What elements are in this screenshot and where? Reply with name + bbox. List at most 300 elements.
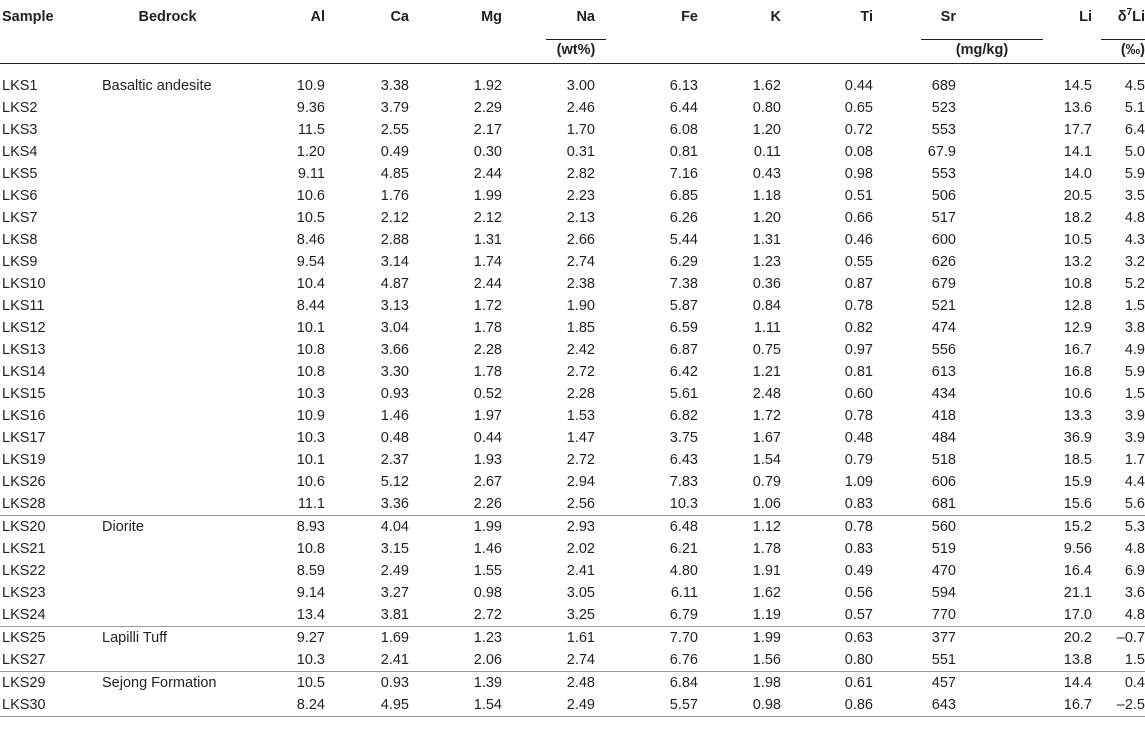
value-cell: 1.12	[711, 516, 803, 539]
value-cell: 3.9	[1124, 408, 1145, 424]
value-cell: 0.60	[844, 386, 873, 402]
value-cell: 1.98	[711, 672, 803, 695]
value-cell: 14.4	[989, 672, 1097, 695]
bedrock-cell	[80, 119, 255, 141]
bedrock-cell: Basaltic andesite	[102, 78, 212, 94]
value-cell: 3.13	[380, 298, 409, 314]
table-row	[0, 361, 1145, 383]
value-cell: –0.7	[1097, 627, 1145, 650]
header-bedrock: Bedrock	[138, 8, 197, 25]
sample-cell: LKS11	[2, 298, 45, 314]
value-cell: 10.4	[296, 276, 325, 292]
value-cell: 2.55	[380, 122, 409, 138]
value-cell: 1.06	[752, 496, 781, 512]
sample-cell: LKS20	[0, 516, 80, 539]
value-cell: 434	[931, 386, 956, 402]
value-cell: 1.21	[752, 364, 781, 380]
table-row	[0, 339, 1145, 361]
value-cell: 10.5	[255, 672, 325, 695]
value-cell: 14.5	[1063, 78, 1092, 94]
table-row	[0, 273, 1145, 295]
value-cell: 2.29	[473, 100, 502, 116]
value-cell: 1.09	[844, 474, 873, 490]
value-cell: 2.72	[473, 607, 502, 623]
sample-cell: LKS19	[2, 452, 46, 468]
value-cell: 689	[931, 78, 956, 94]
value-cell: 0.78	[844, 298, 873, 314]
value-cell: 3.14	[380, 254, 409, 270]
value-cell: 10.9	[296, 408, 325, 424]
value-cell: 8.46	[296, 232, 325, 248]
value-cell: 1.78	[473, 320, 502, 336]
value-cell: 0.48	[844, 430, 873, 446]
value-cell: 10.1	[296, 320, 325, 336]
bedrock-cell	[80, 449, 255, 471]
table-row	[0, 251, 1145, 273]
value-cell: 16.4	[1063, 563, 1092, 579]
value-cell: 1.85	[566, 320, 595, 336]
value-cell: 16.8	[1063, 364, 1092, 380]
value-cell: 0.86	[803, 694, 899, 717]
value-cell: 10.5	[1063, 232, 1092, 248]
value-cell: 1.54	[417, 694, 509, 717]
value-cell: 13.6	[1063, 100, 1092, 116]
bedrock-cell	[80, 295, 255, 317]
value-cell: 553	[931, 122, 956, 138]
value-cell: 679	[931, 276, 956, 292]
value-cell: 9.56	[1063, 541, 1092, 557]
value-cell: 0.65	[844, 100, 873, 116]
value-cell: 4.8	[1124, 210, 1145, 226]
value-cell: 2.28	[566, 386, 595, 402]
table-row	[0, 471, 1145, 493]
bedrock-cell	[80, 694, 255, 717]
bedrock-cell	[80, 405, 255, 427]
bedrock-cell	[80, 251, 255, 273]
value-cell: 9.14	[296, 585, 325, 601]
value-cell: 1.93	[473, 452, 502, 468]
value-cell: 3.00	[566, 78, 595, 94]
value-cell: 3.9	[1124, 430, 1145, 446]
value-cell: 1.78	[752, 541, 781, 557]
value-cell: 2.02	[566, 541, 595, 557]
value-cell: 9.11	[297, 166, 325, 182]
value-cell: 2.42	[566, 342, 595, 358]
value-cell: 2.06	[473, 652, 502, 668]
value-cell: 4.5	[1124, 78, 1145, 94]
value-cell: 1.62	[752, 78, 781, 94]
bedrock-cell	[80, 207, 255, 229]
value-cell: 8.93	[255, 516, 325, 539]
value-cell: 0.44	[473, 430, 502, 446]
sample-cell: LKS2	[2, 100, 38, 116]
value-cell: 18.2	[1063, 210, 1092, 226]
value-cell: 0.87	[844, 276, 873, 292]
value-cell: 2.12	[380, 210, 409, 226]
value-cell: 3.04	[380, 320, 409, 336]
value-cell: 1.11	[753, 320, 781, 336]
value-cell: 4.8	[1124, 607, 1145, 623]
sample-cell: LKS28	[2, 496, 46, 512]
value-cell: 1.72	[473, 298, 502, 314]
value-cell: 8.24	[255, 694, 325, 717]
bedrock-cell	[80, 141, 255, 163]
header-al: Al	[310, 8, 325, 25]
unit-mg-per-kg: (mg/kg)	[921, 39, 1043, 58]
value-cell: 377	[899, 627, 989, 650]
value-cell: 5.3	[1097, 516, 1145, 539]
table-row	[0, 582, 1145, 604]
value-cell: 0.30	[473, 144, 502, 160]
value-cell: 6.4	[1124, 122, 1145, 138]
value-cell: 2.66	[566, 232, 595, 248]
sample-cell: LKS22	[2, 563, 46, 579]
bedrock-cell	[80, 97, 255, 119]
value-cell: 10.8	[1063, 276, 1092, 292]
value-cell: 1.61	[509, 627, 609, 650]
value-cell: 12.8	[1063, 298, 1092, 314]
value-cell: 1.7	[1124, 452, 1145, 468]
sample-cell: LKS1	[2, 78, 38, 94]
table-row	[0, 649, 1145, 672]
value-cell: 10.6	[296, 474, 325, 490]
value-cell: 2.72	[566, 452, 595, 468]
value-cell: 12.9	[1063, 320, 1092, 336]
value-cell: 0.78	[844, 408, 873, 424]
value-cell: 6.76	[669, 652, 698, 668]
value-cell: 4.87	[380, 276, 409, 292]
bedrock-cell	[80, 427, 255, 449]
value-cell: 2.38	[566, 276, 595, 292]
table-row	[0, 516, 1145, 539]
value-cell: 643	[899, 694, 989, 717]
value-cell: 6.87	[669, 342, 698, 358]
value-cell: 2.48	[752, 386, 781, 402]
value-cell: 3.15	[380, 541, 409, 557]
value-cell: 4.9	[1124, 342, 1145, 358]
value-cell: 0.98	[711, 694, 803, 717]
value-cell: 6.42	[669, 364, 698, 380]
table-row	[0, 317, 1145, 339]
bedrock-cell	[80, 538, 255, 560]
sample-cell: LKS4	[2, 144, 38, 160]
value-cell: 681	[931, 496, 956, 512]
sample-cell: LKS24	[2, 607, 46, 623]
header-li: Li	[1079, 8, 1092, 25]
value-cell: 1.99	[473, 188, 502, 204]
value-cell: 1.78	[473, 364, 502, 380]
value-cell: 10.9	[296, 78, 325, 94]
value-cell: 2.82	[566, 166, 595, 182]
sample-cell: LKS7	[2, 210, 38, 226]
value-cell: 0.57	[844, 607, 873, 623]
value-cell: 16.7	[1063, 342, 1092, 358]
value-cell: 2.41	[380, 652, 409, 668]
value-cell: 3.27	[380, 585, 409, 601]
value-cell: 560	[899, 516, 989, 539]
value-cell: 2.74	[566, 652, 595, 668]
table-row	[0, 449, 1145, 471]
value-cell: 6.79	[669, 607, 698, 623]
value-cell: 2.26	[473, 496, 502, 512]
value-cell: 15.9	[1063, 474, 1092, 490]
table-row	[0, 672, 1145, 695]
value-cell: 1.72	[752, 408, 781, 424]
value-cell: 1.20	[296, 144, 325, 160]
value-cell: 1.56	[752, 652, 781, 668]
header-d7li-label: Li	[1132, 8, 1145, 25]
value-cell: 1.31	[752, 232, 781, 248]
value-cell: 553	[931, 166, 956, 182]
value-cell: 2.67	[473, 474, 502, 490]
unit-permil: (‰)	[1101, 39, 1145, 58]
bedrock-cell	[80, 471, 255, 493]
value-cell: 0.49	[844, 563, 873, 579]
bedrock-cell: Lapilli Tuff	[80, 627, 255, 650]
value-cell: 3.25	[566, 607, 595, 623]
value-cell: 3.36	[380, 496, 409, 512]
value-cell: 10.6	[1063, 386, 1092, 402]
sample-cell: LKS3	[2, 122, 38, 138]
value-cell: 6.85	[669, 188, 698, 204]
value-cell: 474	[931, 320, 956, 336]
value-cell: 15.2	[989, 516, 1097, 539]
value-cell: 2.23	[566, 188, 595, 204]
value-cell: 7.83	[669, 474, 698, 490]
table-row	[0, 163, 1145, 185]
value-cell: 10.8	[296, 342, 325, 358]
value-cell: 4.3	[1124, 232, 1145, 248]
value-cell: 16.7	[989, 694, 1097, 717]
value-cell: 2.41	[566, 563, 595, 579]
value-cell: 0.44	[844, 78, 873, 94]
value-cell: 13.3	[1063, 408, 1092, 424]
value-cell: 2.44	[473, 276, 502, 292]
header-na: Na	[576, 8, 595, 25]
sample-cell: LKS12	[2, 320, 46, 336]
value-cell: 1.20	[752, 122, 781, 138]
value-cell: 2.56	[566, 496, 595, 512]
value-cell: 606	[931, 474, 956, 490]
value-cell: 2.46	[566, 100, 595, 116]
value-cell: 1.18	[752, 188, 781, 204]
value-cell: 7.70	[609, 627, 711, 650]
header-mg: Mg	[481, 8, 502, 25]
value-cell: 2.37	[380, 452, 409, 468]
value-cell: 6.21	[669, 541, 698, 557]
value-cell: 2.74	[566, 254, 595, 270]
sample-cell: LKS29	[0, 672, 80, 695]
sample-cell: LKS30	[0, 694, 80, 717]
value-cell: 1.19	[752, 607, 781, 623]
value-cell: –2.5	[1097, 694, 1145, 717]
value-cell: 4.85	[380, 166, 409, 182]
value-cell: 10.8	[296, 541, 325, 557]
isotope-superscript: 7	[1126, 6, 1133, 18]
sample-cell: LKS14	[2, 364, 46, 380]
value-cell: 594	[931, 585, 956, 601]
table-row	[0, 538, 1145, 560]
unit-wt-percent: (wt%)	[546, 39, 606, 58]
value-cell: 0.83	[844, 496, 873, 512]
value-cell: 0.79	[844, 452, 873, 468]
value-cell: 770	[931, 607, 956, 623]
value-cell: 0.93	[380, 386, 409, 402]
value-cell: 1.69	[325, 627, 417, 650]
bedrock-cell: Sejong Formation	[80, 672, 255, 695]
delta-symbol: δ	[1117, 8, 1127, 25]
header-d7li	[1097, 0, 1145, 33]
value-cell: 1.91	[752, 563, 781, 579]
value-cell: 3.2	[1124, 254, 1145, 270]
value-cell: 10.1	[296, 452, 325, 468]
value-cell: 20.5	[1063, 188, 1092, 204]
value-cell: 3.66	[380, 342, 409, 358]
table-row	[0, 383, 1145, 405]
value-cell: 3.38	[380, 78, 409, 94]
value-cell: 523	[931, 100, 956, 116]
value-cell: 5.87	[669, 298, 698, 314]
value-cell: 67.9	[927, 144, 956, 160]
value-cell: 4.8	[1124, 541, 1145, 557]
value-cell: 0.80	[752, 100, 781, 116]
header-ti: Ti	[860, 8, 873, 25]
value-cell: 10.5	[296, 210, 325, 226]
value-cell: 2.13	[566, 210, 595, 226]
value-cell: 0.56	[844, 585, 873, 601]
value-cell: 14.1	[1063, 144, 1092, 160]
value-cell: 2.88	[380, 232, 409, 248]
value-cell: 2.17	[473, 122, 502, 138]
value-cell: 1.76	[380, 188, 409, 204]
value-cell: 3.8	[1124, 320, 1145, 336]
value-cell: 418	[931, 408, 956, 424]
table-row	[0, 694, 1145, 717]
value-cell: 5.1	[1124, 100, 1145, 116]
header-k: K	[770, 8, 781, 25]
value-cell: 8.44	[296, 298, 325, 314]
sample-cell: LKS16	[2, 408, 46, 424]
value-cell: 6.82	[669, 408, 698, 424]
table-row	[0, 185, 1145, 207]
value-cell: 6.13	[669, 78, 698, 94]
value-cell: 0.75	[752, 342, 781, 358]
table-row	[0, 604, 1145, 627]
value-cell: 0.49	[380, 144, 409, 160]
value-cell: 10.8	[296, 364, 325, 380]
value-cell: 1.70	[566, 122, 595, 138]
value-cell: 0.93	[325, 672, 417, 695]
bedrock-cell	[80, 339, 255, 361]
value-cell: 484	[931, 430, 956, 446]
value-cell: 4.4	[1124, 474, 1145, 490]
value-cell: 457	[899, 672, 989, 695]
value-cell: 0.78	[803, 516, 899, 539]
table-row	[0, 627, 1145, 650]
value-cell: 0.52	[473, 386, 502, 402]
value-cell: 0.84	[752, 298, 781, 314]
value-cell: 14.0	[1063, 166, 1092, 182]
value-cell: 0.4	[1097, 672, 1145, 695]
value-cell: 0.48	[380, 430, 409, 446]
sample-cell: LKS15	[2, 386, 46, 402]
value-cell: 3.5	[1124, 188, 1145, 204]
value-cell: 6.29	[669, 254, 698, 270]
bedrock-cell	[80, 361, 255, 383]
value-cell: 2.49	[509, 694, 609, 717]
value-cell: 1.90	[566, 298, 595, 314]
value-cell: 1.20	[752, 210, 781, 226]
value-cell: 10.3	[296, 652, 325, 668]
header-ca: Ca	[390, 8, 409, 25]
value-cell: 521	[931, 298, 956, 314]
value-cell: 0.51	[844, 188, 873, 204]
value-cell: 2.93	[509, 516, 609, 539]
value-cell: 0.97	[844, 342, 873, 358]
value-cell: 2.28	[473, 342, 502, 358]
value-cell: 470	[931, 563, 956, 579]
table-row	[0, 64, 1145, 98]
value-cell: 1.62	[752, 585, 781, 601]
value-cell: 0.36	[752, 276, 781, 292]
table-row	[0, 141, 1145, 163]
table-row	[0, 207, 1145, 229]
value-cell: 0.81	[669, 144, 698, 160]
bedrock-cell	[80, 649, 255, 672]
value-cell: 0.11	[753, 144, 781, 160]
value-cell: 5.0	[1124, 144, 1145, 160]
header-sr: Sr	[940, 8, 956, 25]
value-cell: 1.67	[752, 430, 781, 446]
value-cell: 9.36	[296, 100, 325, 116]
value-cell: 4.04	[325, 516, 417, 539]
value-cell: 1.74	[473, 254, 502, 270]
value-cell: 2.94	[566, 474, 595, 490]
value-cell: 1.53	[566, 408, 595, 424]
value-cell: 6.26	[669, 210, 698, 226]
value-cell: 7.38	[669, 276, 698, 292]
value-cell: 1.31	[473, 232, 502, 248]
value-cell: 1.5	[1124, 298, 1145, 314]
bedrock-cell	[80, 383, 255, 405]
value-cell: 6.44	[669, 100, 698, 116]
value-cell: 6.43	[669, 452, 698, 468]
value-cell: 7.16	[669, 166, 698, 182]
sample-cell: LKS25	[0, 627, 80, 650]
sample-cell: LKS9	[2, 254, 38, 270]
sample-cell: LKS21	[2, 541, 46, 557]
value-cell: 3.81	[380, 607, 409, 623]
value-cell: 5.6	[1124, 496, 1145, 512]
value-cell: 18.5	[1063, 452, 1092, 468]
value-cell: 1.47	[566, 430, 595, 446]
sample-cell: LKS23	[2, 585, 46, 601]
value-cell: 9.54	[296, 254, 325, 270]
value-cell: 5.61	[669, 386, 698, 402]
header-fe: Fe	[681, 8, 698, 25]
value-cell: 3.75	[669, 430, 698, 446]
value-cell: 1.99	[711, 627, 803, 650]
value-cell: 2.49	[380, 563, 409, 579]
sample-cell: LKS5	[2, 166, 38, 182]
value-cell: 6.9	[1124, 563, 1145, 579]
value-cell: 1.99	[417, 516, 509, 539]
value-cell: 0.81	[844, 364, 873, 380]
value-cell: 1.5	[1124, 386, 1145, 402]
table-row	[0, 119, 1145, 141]
bedrock-cell	[80, 493, 255, 516]
value-cell: 0.08	[844, 144, 873, 160]
